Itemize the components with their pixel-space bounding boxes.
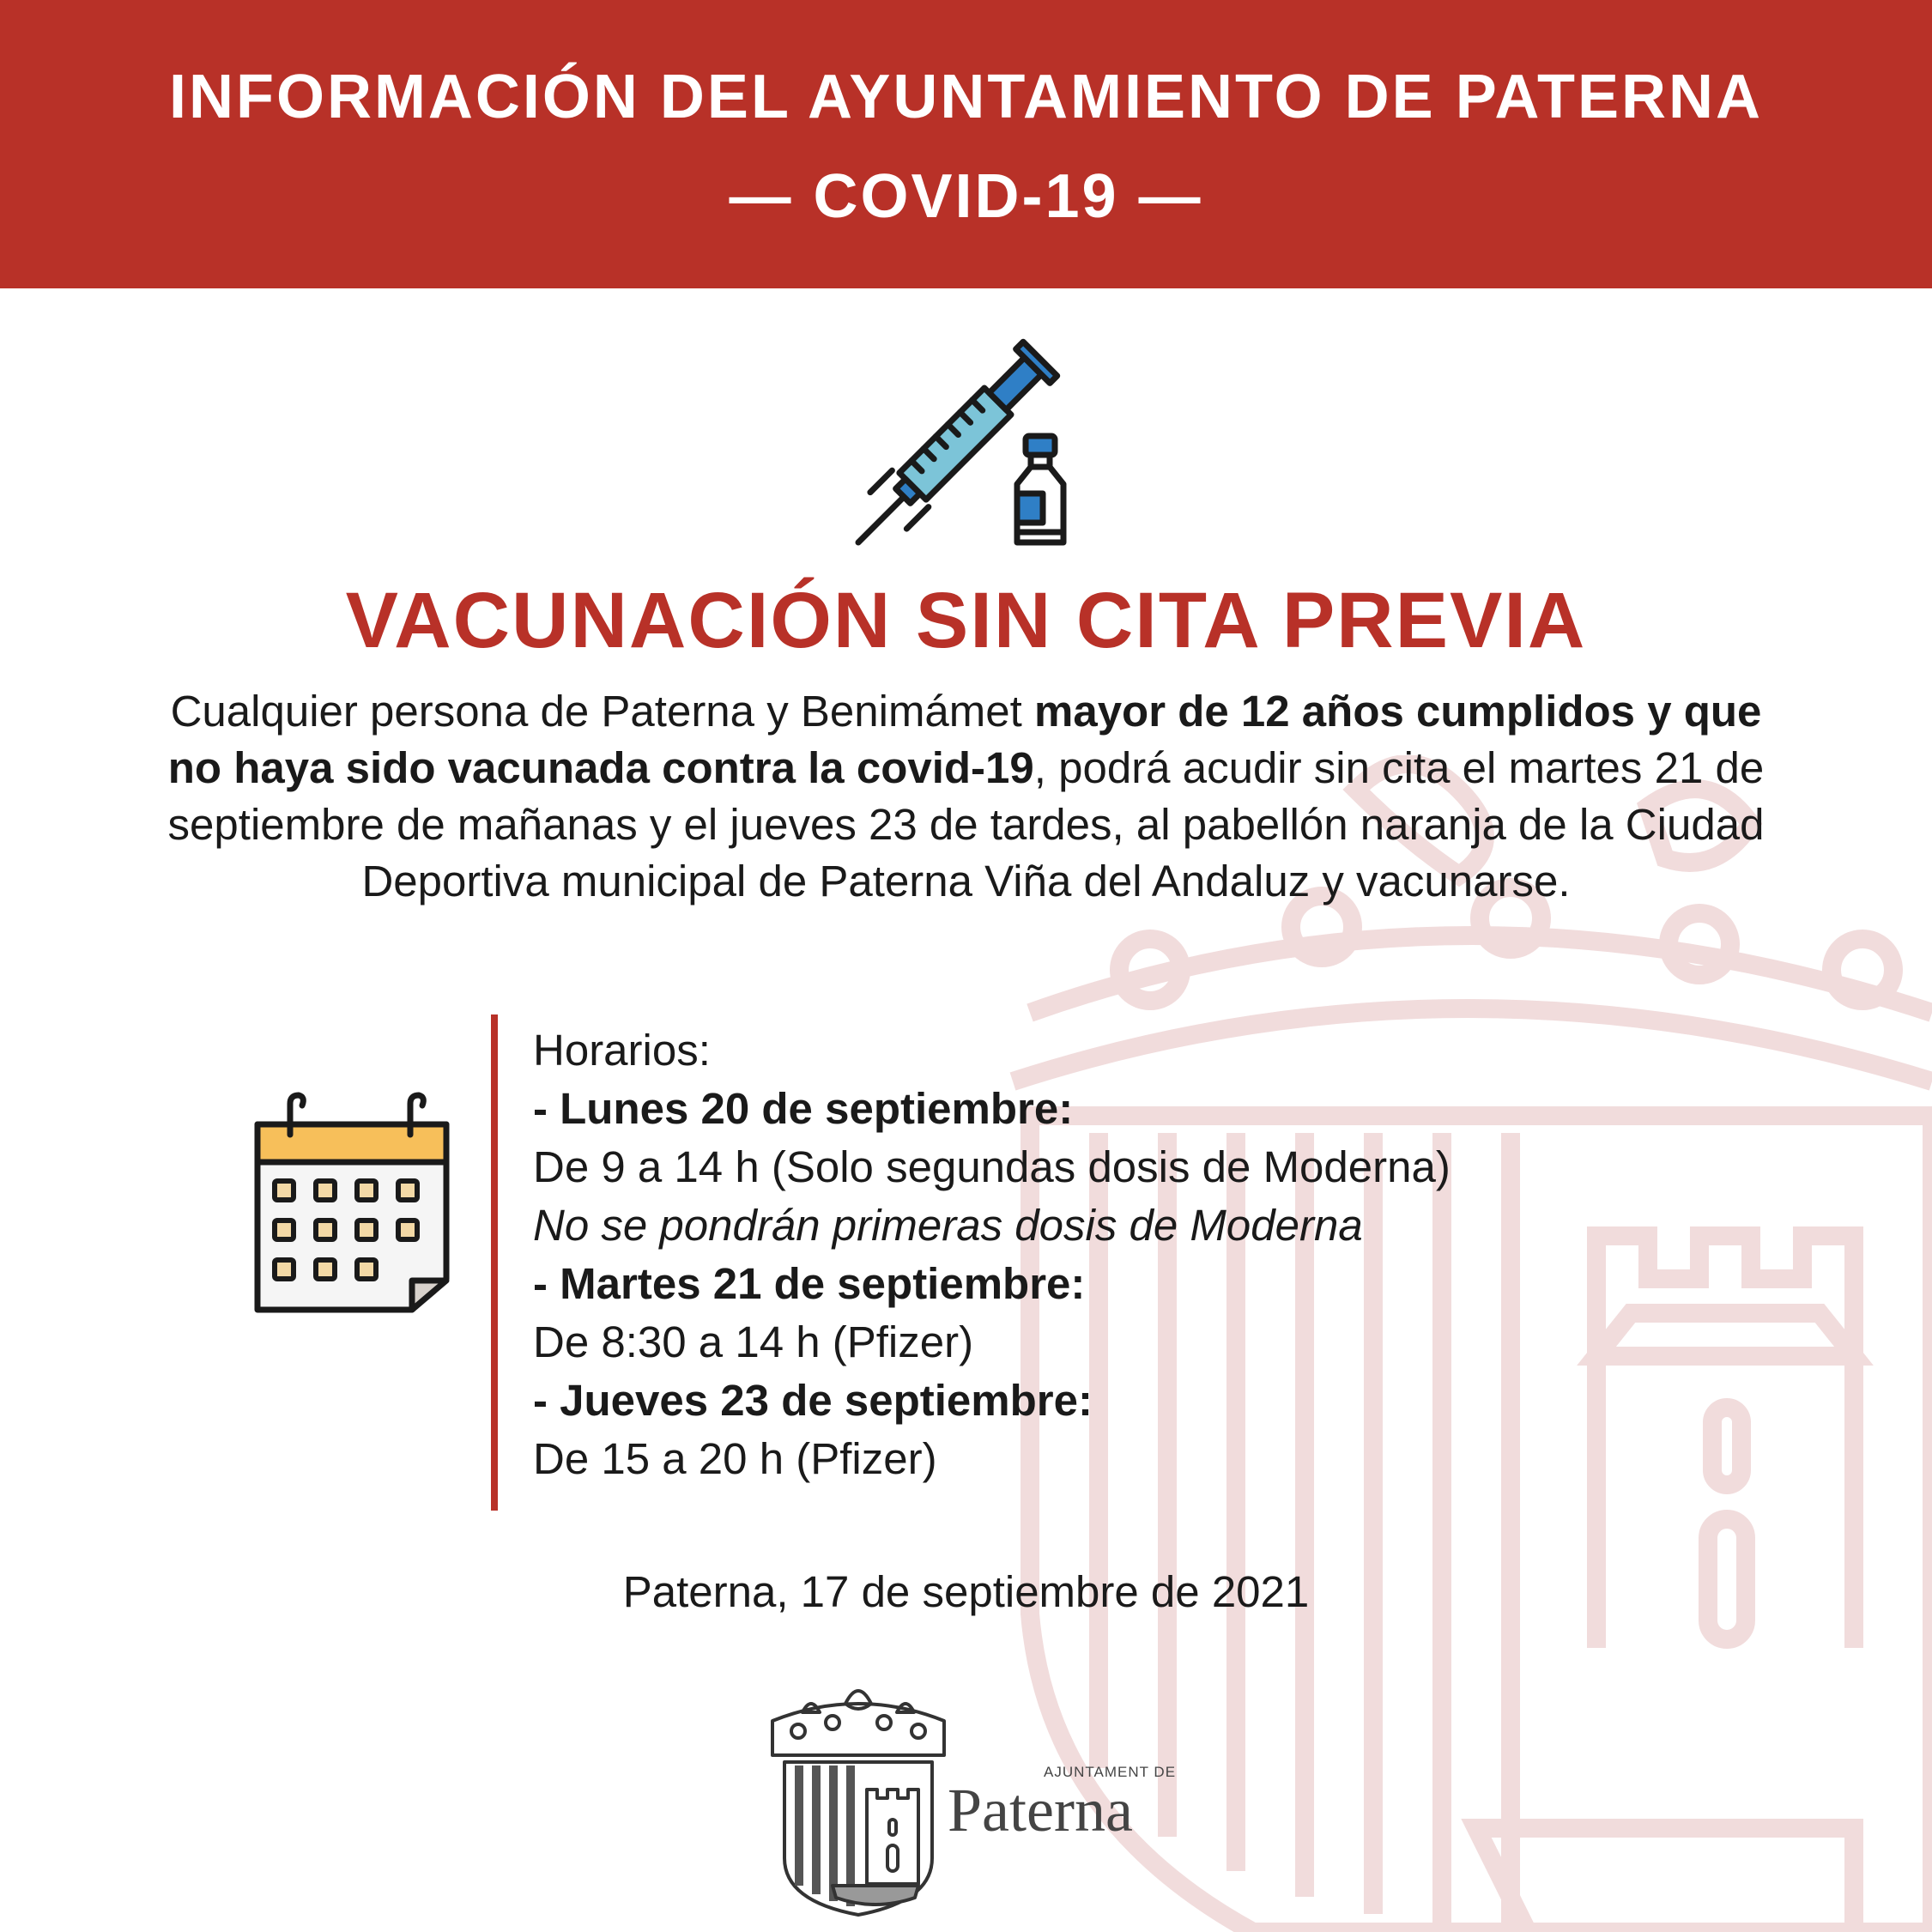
schedule-heading: Horarios: <box>533 1026 711 1075</box>
syringe-vaccine-icon <box>841 318 1099 558</box>
issue-date: Paterna, 17 de septiembre de 2021 <box>622 1567 1310 1616</box>
schedule-day-thursday: - Jueves 23 de septiembre: <box>533 1376 1093 1425</box>
schedule-divider <box>491 1014 498 1511</box>
intro-text-end: , podrá acudir sin cita el martes 21 de septiembre de mañanas y el jueves 23 de tardes, al pabellón naranja de la Ciudad Deportiva municipal de Paterna Viña del Andaluz y vacunarse. <box>167 743 1765 905</box>
header-banner <box>0 0 1932 288</box>
schedule-list <box>533 1021 1735 1488</box>
logo-name: Paterna <box>948 1776 1133 1844</box>
header-subtitle: — COVID-19 — <box>729 162 1203 231</box>
coat-of-arms-icon <box>764 1669 953 1918</box>
schedule-note-monday: No se pondrán primeras dosis de Moderna <box>533 1201 1363 1250</box>
page-title: VACUNACIÓN SIN CITA PREVIA <box>345 577 1587 664</box>
intro-paragraph <box>146 683 1786 910</box>
intro-highlight: mayor de 12 años cumplidos y que no haya sido vacunada contra la covid-19 <box>167 687 1762 792</box>
schedule-day-monday: - Lunes 20 de septiembre: <box>533 1084 1074 1133</box>
schedule-time-monday: De 9 a 14 h (Solo segundas dosis de Moderna) <box>533 1142 1451 1191</box>
schedule-time-tuesday: De 8:30 a 14 h (Pfizer) <box>533 1317 974 1366</box>
intro-text-start: Cualquier persona de Paterna y Benimámet <box>170 687 1034 736</box>
logo-small-text: AJUNTAMENT DE <box>1044 1764 1177 1780</box>
header-title: INFORMACIÓN DEL AYUNTAMIENTO DE PATERNA <box>168 63 1764 131</box>
calendar-icon <box>249 1090 455 1322</box>
schedule-day-tuesday: - Martes 21 de septiembre: <box>533 1259 1086 1308</box>
schedule-time-thursday: De 15 a 20 h (Pfizer) <box>533 1434 937 1483</box>
